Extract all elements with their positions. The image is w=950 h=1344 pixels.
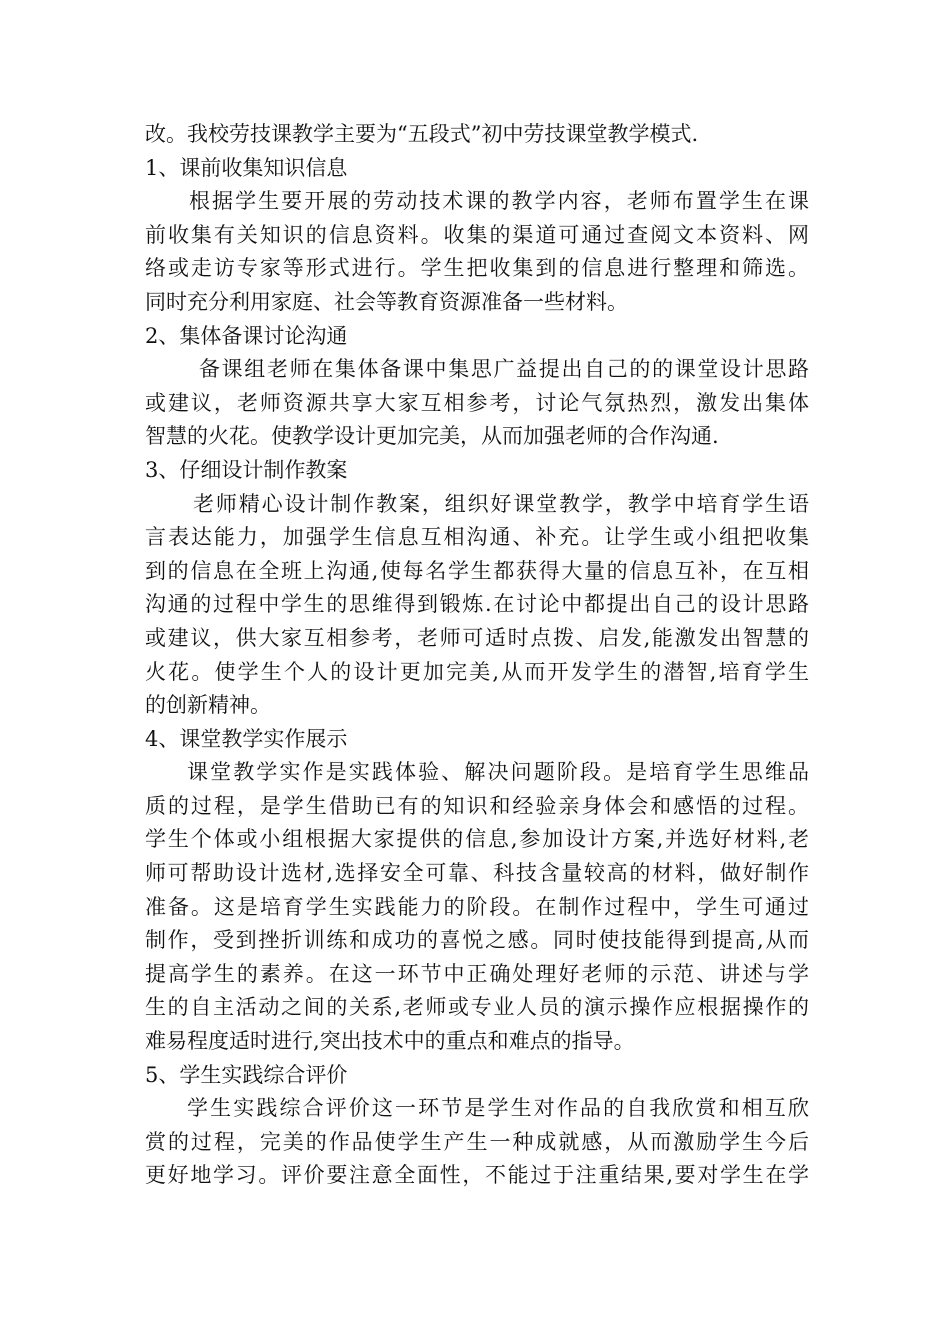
section-heading: 2、集体备课讨论沟通 bbox=[145, 323, 348, 348]
document-body bbox=[145, 118, 809, 1193]
body-line: 根据学生要开展的劳动技术课的教学内容，老师布置学生在课 bbox=[189, 189, 809, 214]
body-line: 或建议，供大家互相参考，老师可适时点拨、启发,能激发出智慧的 bbox=[145, 625, 809, 650]
body-line: 改。我校劳技课教学主要为“五段式”初中劳技课堂教学模式. bbox=[145, 122, 699, 146]
body-line: 前收集有关知识的信息资料。收集的渠道可通过查阅文本资料、网 bbox=[145, 222, 809, 247]
body-line: 赏的过程，完美的作品使学生产生一种成就感，从而激励学生今后 bbox=[145, 1129, 809, 1154]
body-line: 准备。这是培育学生实践能力的阶段。在制作过程中，学生可通过 bbox=[145, 894, 809, 919]
body-line: 制作，受到挫折训练和成功的喜悦之感。同时使技能得到提高,从而 bbox=[145, 928, 809, 953]
body-line: 生的自主活动之间的关系,老师或专业人员的演示操作应根据操作的 bbox=[145, 995, 809, 1020]
body-line: 备课组老师在集体备课中集思广益提出自己的的课堂设计思路 bbox=[199, 357, 809, 382]
body-line: 难易程度适时进行,突出技术中的重点和难点的指导。 bbox=[145, 1029, 635, 1054]
section-heading: 3、仔细设计制作教案 bbox=[145, 457, 348, 482]
body-line: 学生实践综合评价这一环节是学生对作品的自我欣赏和相互欣 bbox=[187, 1096, 809, 1121]
body-line: 课堂教学实作是实践体验、解决问题阶段。是培育学生思维品 bbox=[187, 760, 809, 785]
body-line: 同时充分利用家庭、社会等教育资源准备一些材料。 bbox=[145, 289, 628, 314]
body-line: 火花。使学生个人的设计更加完美,从而开发学生的潜智,培育学生 bbox=[145, 659, 809, 684]
body-line: 或建议，老师资源共享大家互相参考，讨论气氛热烈，激发出集体 bbox=[145, 390, 809, 415]
body-line: 沟通的过程中学生的思维得到锻炼.在讨论中都提出自己的设计思路 bbox=[145, 592, 809, 617]
body-line: 提高学生的素养。在这一环节中正确处理好老师的示范、讲述与学 bbox=[145, 961, 809, 986]
body-line: 智慧的火花。使教学设计更加完美，从而加强老师的合作沟通. bbox=[145, 424, 719, 449]
body-line: 言表达能力，加强学生信息互相沟通、补充。让学生或小组把收集 bbox=[145, 525, 809, 550]
body-line: 络或走访专家等形式进行。学生把收集到的信息进行整理和筛选。 bbox=[145, 256, 809, 281]
section-heading: 4、课堂教学实作展示 bbox=[145, 726, 348, 751]
section-heading: 5、学生实践综合评价 bbox=[145, 1062, 348, 1087]
body-line: 老师精心设计制作教案，组织好课堂教学，教学中培育学生语 bbox=[193, 491, 809, 516]
body-line: 学生个体或小组根据大家提供的信息,参加设计方案,并选好材料,老 bbox=[145, 827, 809, 852]
body-line: 更好地学习。评价要注意全面性，不能过于注重结果,要对学生在学 bbox=[145, 1163, 809, 1188]
section-heading: 1、课前收集知识信息 bbox=[145, 155, 348, 180]
body-line: 质的过程，是学生借助已有的知识和经验亲身体会和感悟的过程。 bbox=[145, 793, 809, 818]
body-line: 到的信息在全班上沟通,使每名学生都获得大量的信息互补，在互相 bbox=[145, 558, 809, 583]
body-line: 的创新精神。 bbox=[145, 693, 271, 718]
body-line: 师可帮助设计选材,选择安全可靠、科技含量较高的材料，做好制作 bbox=[145, 861, 809, 886]
